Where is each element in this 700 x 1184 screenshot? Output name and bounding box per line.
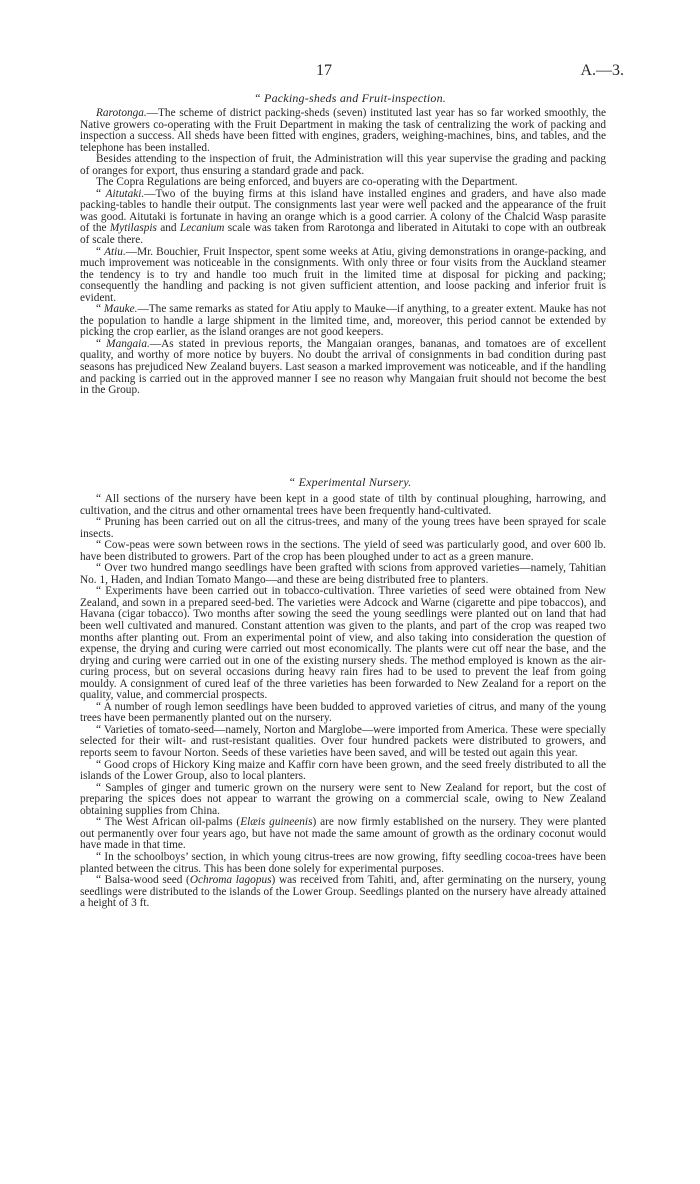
paragraph-text: —The same remarks as stated for Atiu apply to Mauke—if anything, to a greater extent. Mauke has not the population to handle a large shipment in the limited time, and, moreover, this period cannot be extended by picking the crop earlier, as the island oranges are not good keepers. <box>80 303 606 339</box>
paragraph-text: “ A number of rough lemon seedlings have been budded to approved varieties of citrus, and many of the young trees have been permanently planted out on the nursery. <box>80 700 606 725</box>
paragraph-nursery-tilth <box>80 494 606 517</box>
paragraph-text: The Copra Regulations are being enforced, and buyers are co-operating with the Department. <box>96 176 518 189</box>
paragraph-text: and <box>156 222 180 235</box>
paragraph-mango <box>80 563 606 586</box>
section-body-packing-sheds <box>80 108 606 397</box>
paragraph-text: —Mr. Bouchier, Fruit Inspector, spent some weeks at Atiu, giving demonstrations in orange-packing, and much improvement was noticeable in the consignments. With only three or four visits from the Auckland steamer the tendency is to try and handle too much fruit in the limited time at disposal for picking and packing; consequently the handling and packing is not given sufficient attention, and loose packing and inferior fruit is evident. <box>80 245 606 304</box>
paragraph-text: “ Experiments have been carried out in tobacco-cultivation. Three varieties of seed were obtained from New Zealand, and sown in a prepared seed-bed. The varieties were Adcock and Warne (cigarette and pipe tobaccos), and Havana (cigar tobacco). Two months after sowing the seed the young seedlings were planted out on land that had been well cultivated and manured. Constant attention was given to the plants, and part of the crop was reaped two months after planting out. From an experimental point of view, and also taking into consideration the question of expense, the drying and curing were carried out most economically. The plants were cut off near the base, and the drying and curing were carried out in one of the existing nursery sheds. The method employed is known as the air-curing process, but on several occasions during heavy rain fires had to be used to prevent the leaf from going mouldy. A consignment of cured leaf of the three varieties has been forwarded to New Zealand for a report on the quality, value, and commercial prospects. <box>80 585 606 702</box>
species-name: Elæis guineenis <box>240 816 313 829</box>
paragraph-text: —The scheme of district packing-sheds (seven) instituted last year has so far worked smoothly, the Native growers co-operating with the Fruit Department in making the task of centralizing the work of packing and inspection a success. All sheds have been fitted with engines, graders, weighing-machines, bins, and tables, and the telephone has been installed. <box>80 107 606 154</box>
quote-mark: “ <box>96 245 105 258</box>
paragraph-atiu <box>80 247 606 305</box>
document-reference: A.—3. <box>580 62 624 79</box>
paragraph-text: ) are now firmly established on the nursery. They were planted out permanently over four years ago, but have not made the same amount of growth as the ordinary coconut would have made in that time. <box>80 816 606 852</box>
paragraph-administration <box>80 154 606 177</box>
species-name: Mytilaspis <box>109 222 157 235</box>
quote-mark: “ <box>96 303 104 316</box>
paragraph-schoolboys <box>80 852 606 875</box>
paragraph-lead: Rarotonga. <box>96 107 147 119</box>
paragraph-lead: Mangaia. <box>106 337 150 350</box>
paragraph-text: “ Varieties of tomato-seed—namely, Norton and Marglobe—were imported from America. These were specially selected for their wilt- and rust-resistant qualities. Over four hundred packets were distributed to growers, and reports seem to favour Norton. Seeds of these varieties have been saved, and will be tested out again this year. <box>80 723 606 760</box>
paragraph-lead: Atiu. <box>104 245 126 258</box>
species-name: Lecanium <box>179 222 225 235</box>
paragraph-cow-peas <box>80 540 606 563</box>
paragraph-tomato <box>80 725 606 760</box>
paragraph-text: “ Cow-peas were sown between rows in the sections. The yield of seed was particularly good, and over 600 lb. have been distributed to growers. Part of the crop has been ploughed under to act as a green manure. <box>80 539 606 563</box>
paragraph-maize <box>80 760 606 783</box>
paragraph-text: “ Samples of ginger and tumeric grown on the nursery were sent to New Zealand for report, but the cost of preparing the spices does not appear to warrant the growing on a commercial scale, owing to New Zealand obtaining supplies from China. <box>80 781 606 817</box>
quote-mark: “ <box>96 187 106 200</box>
paragraph-text: scale was taken from Rarotonga and liberated in Aitutaki to cope with an outbreak of scale there. <box>80 222 606 247</box>
paragraph-text: “ All sections of the nursery have been kept in a good state of tilth by continual ploughing, harrowing, and cultivation, and the citrus and other ornamental trees have been frequently hand-cultivated. <box>80 493 606 517</box>
section-heading-packing-sheds: “ Packing-sheds and Fruit-inspection. <box>253 91 447 105</box>
section-heading-experimental-nursery: “ Experimental Nursery. <box>288 475 412 489</box>
paragraph-lead: Mauke. <box>103 303 138 316</box>
paragraph-text: —Two of the buying firms at this island have installed engines and graders, and have also made packing-tables to handle their output. The consignments last year were well packed and the appearance of the fruit was good. Aitutaki is fortunate in having an orange which is a good carrier. A colony of the Chalcid Wasp parasite of the <box>80 187 606 235</box>
paragraph-text: “ Good crops of Hickory King maize and Kaffir corn have been grown, and the seed freely distributed to all the islands of the Lower Group, also to local planters. <box>80 758 606 783</box>
paragraph-text: —As stated in previous reports, the Mangaian oranges, bananas, and tomatoes are of excellent quality, and worthy of more notice by buyers. No doubt the arrival of consignments in bad condition during past seasons has prejudiced New Zealand buyers. Last season a marked improvement was noticeable, and if the handling and packing is carried out in the approved manner I see no reason why Mangaian fruit should not become the best in the Group. <box>80 337 606 397</box>
paragraph-pruning <box>80 517 606 540</box>
paragraph-mangaia <box>80 339 606 397</box>
paragraph-oil-palms <box>80 817 606 852</box>
paragraph-text: “ Over two hundred mango seedlings have been grafted with scions from approved varieties—namely, Tahitian No. 1, Haden, and Indian Tomato Mango—and these are being distributed free to planters. <box>80 562 606 586</box>
paragraph-text: “ In the schoolboys’ section, in which young citrus-trees are now growing, fifty seedling cocoa-trees have been planted between the citrus. This has been done solely for experimental purposes. <box>80 850 606 875</box>
paragraph-text: “ The West African oil-palms ( <box>96 816 241 829</box>
species-name: Ochroma lagopus <box>189 874 272 887</box>
paragraph-lemon <box>80 702 606 725</box>
paragraph-text: “ Pruning has been carried out on all the citrus-trees, and many of the young trees have been sprayed for scale insects. <box>80 516 606 540</box>
paragraph-lead: Aitutaki. <box>105 187 145 200</box>
quote-mark: “ <box>96 337 107 350</box>
paragraph-ginger <box>80 783 606 818</box>
paragraph-rarotonga <box>80 108 606 154</box>
section-body-experimental-nursery <box>80 494 606 910</box>
page-number: 17 <box>316 62 332 79</box>
paragraph-text: ) was received from Tahiti, and, after germinating on the nursery, young seedlings were distributed to the islands of the Lower Group. Seedlings planted on the nursery have already attained a height of 3 ft. <box>80 874 606 910</box>
paragraph-text: Besides attending to the inspection of fruit, the Administration will this year supervise the grading and packing of oranges for export, thus ensuring a standard grade and pack. <box>80 153 606 177</box>
paragraph-text: “ Balsa-wood seed ( <box>96 874 190 887</box>
paragraph-mauke <box>80 304 606 339</box>
paragraph-balsa <box>80 875 606 910</box>
paragraph-tobacco <box>80 586 606 701</box>
paragraph-aitutaki <box>80 189 606 247</box>
